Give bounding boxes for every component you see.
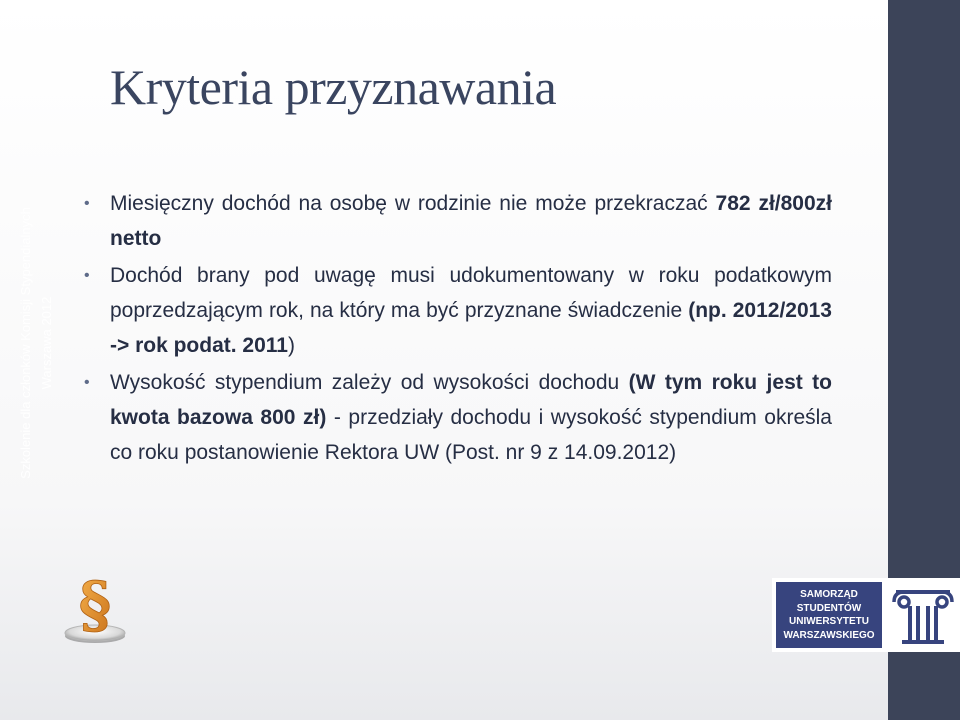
bullet-list xyxy=(110,186,832,472)
bullet-text: Miesięczny dochód na osobę w rodzinie nie może przekraczać xyxy=(110,192,716,215)
bullet-text: - przedziały dochodu i wysokość stypendium określa co roku postanowienie Rektora UW (Post. nr 9 z 14.09.2012) xyxy=(110,406,832,464)
sidebar-caption-line1: Szkolenie dla członków Komisji Stypendialnych xyxy=(18,207,33,479)
logo-line: WARSZAWSKIEGO xyxy=(783,629,875,641)
bullet-item xyxy=(110,258,832,363)
bullet-text-bold: (np. 2012/2013 -> rok podat. 2011 xyxy=(110,299,832,357)
bullet-text: Wysokość stypendium zależy od wysokości dochodu xyxy=(110,371,629,394)
logo-line: STUDENTÓW xyxy=(796,602,862,614)
paragraph-icon xyxy=(62,564,128,644)
sidebar-caption-line2: Warszawa 2012 xyxy=(39,296,54,390)
bullet-text-bold: 782 zł/800zł netto xyxy=(110,192,832,250)
svg-text:§: § xyxy=(78,568,112,641)
university-column-icon xyxy=(888,582,958,648)
student-government-logo xyxy=(776,582,882,648)
bullet-item xyxy=(110,186,832,256)
slide-title: Kryteria przyznawania xyxy=(110,59,557,115)
bullet-text: Dochód brany pod uwagę musi udokumentowany w roku podatkowym poprzedzającym rok, na który ma być przyznane świadczenie xyxy=(110,264,832,322)
bullet-item xyxy=(110,365,832,470)
bullet-text: ) xyxy=(288,334,295,357)
logo-line: UNIWERSYTETU xyxy=(789,616,869,627)
logo-line: SAMORZĄD xyxy=(800,589,858,600)
bullet-text-bold: (W tym roku jest to kwota bazowa 800 zł) xyxy=(110,371,832,429)
